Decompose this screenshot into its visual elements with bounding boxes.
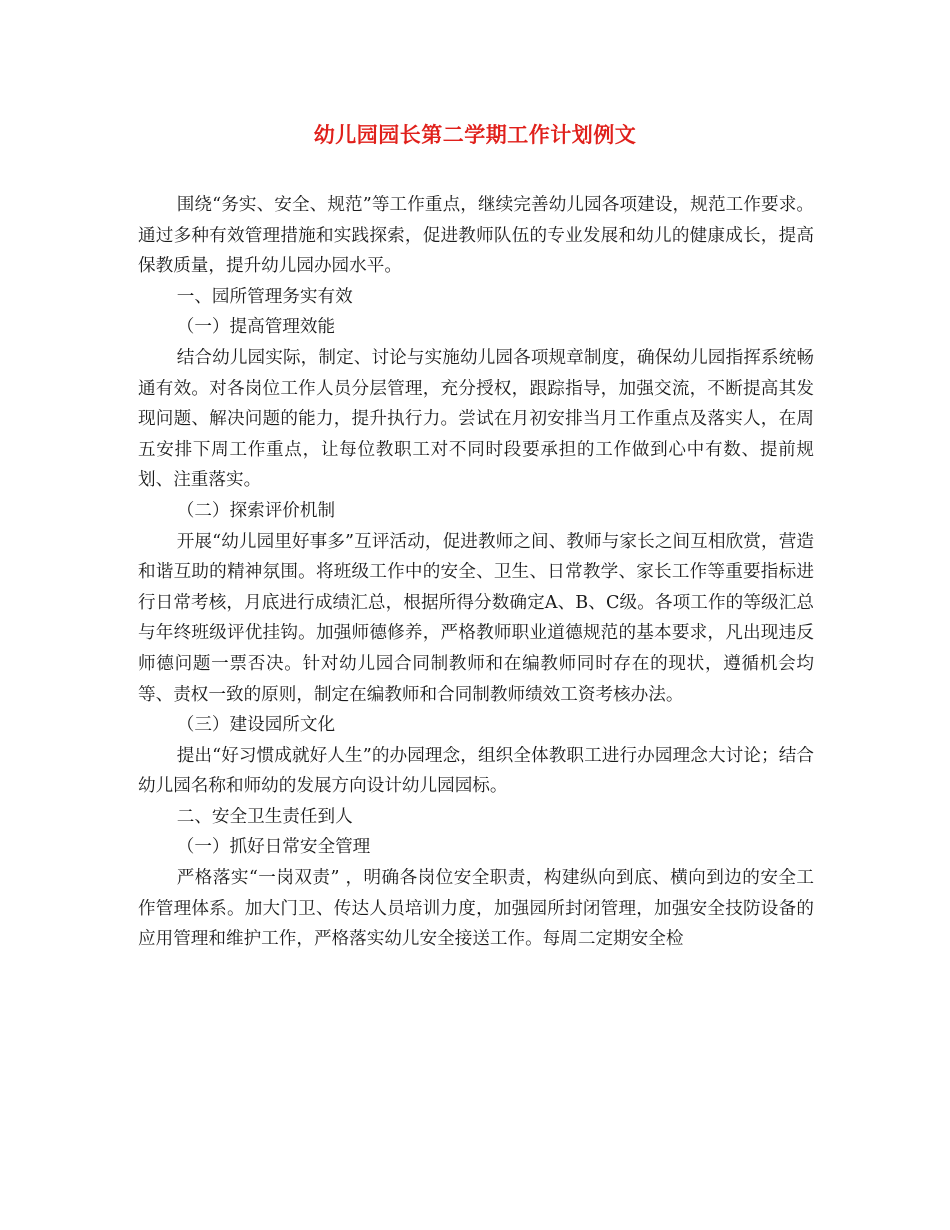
section-heading-1: 一、园所管理务实有效 [176,286,353,307]
section-heading-2: 二、安全卫生责任到人 [176,806,353,827]
subsection-heading-1-3: （三）建设园所文化 [176,715,336,736]
intro-paragraph: 围绕“务实、安全、规范”等工作重点，继续完善幼儿园各项建设，规范工作要求。通过多种有效管理措施和实践探索，促进教师队伍的专业发展和幼儿的健康成长，提高保教质量，提升幼儿园办园水平。 [138,195,814,277]
document-title: 幼儿园园长第二学期工作计划例文 [313,122,637,147]
document-body [138,190,814,955]
body-paragraph: 开展“幼儿园里好事多”互评活动，促进教师之间、教师与家长之间互相欣赏，营造和谐互助的精神氛围。将班级工作中的安全、卫生、日常教学、家长工作等重要指标进行日常考核，月底进行成绩汇总，根据所得分数确定A、B、C级。各项工作的等级汇总与年终班级评优挂钩。加强师德修养，严格教师职业道德规范的基本要求，凡出现违反师德问题一票否决。针对幼儿园合同制教师和在编教师同时存在的现状，遵循机会均等、责权一致的原则，制定在编教师和合同制教师绩效工资考核办法。 [138,531,814,705]
subsection-heading-2-1: （一）抓好日常安全管理 [176,837,371,858]
subsection-heading-1-1: （一）提高管理效能 [176,317,336,338]
body-paragraph: 严格落实“一岗双责” ，明确各岗位安全职责，构建纵向到底、横向到边的安全工作管理体系。加大门卫、传达人员培训力度，加强园所封闭管理，加强安全技防设备的应用管理和维护工作，严格落实幼儿安全接送工作。每周二定期安全检 [138,868,814,950]
body-paragraph: 提出“好习惯成就好人生”的办园理念，组织全体教职工进行办园理念大讨论；结合幼儿园名称和师幼的发展方向设计幼儿园园标。 [138,745,814,797]
body-paragraph: 结合幼儿园实际，制定、讨论与实施幼儿园各项规章制度，确保幼儿园指挥系统畅通有效。对各岗位工作人员分层管理，充分授权，跟踪指导，加强交流，不断提高其发现问题、解决问题的能力，提升执行力。尝试在月初安排当月工作重点及落实人，在周五安排下周工作重点，让每位教职工对不同时段要承担的工作做到心中有数、提前规划、注重落实。 [138,347,814,491]
subsection-heading-1-2: （二）探索评价机制 [176,500,336,521]
